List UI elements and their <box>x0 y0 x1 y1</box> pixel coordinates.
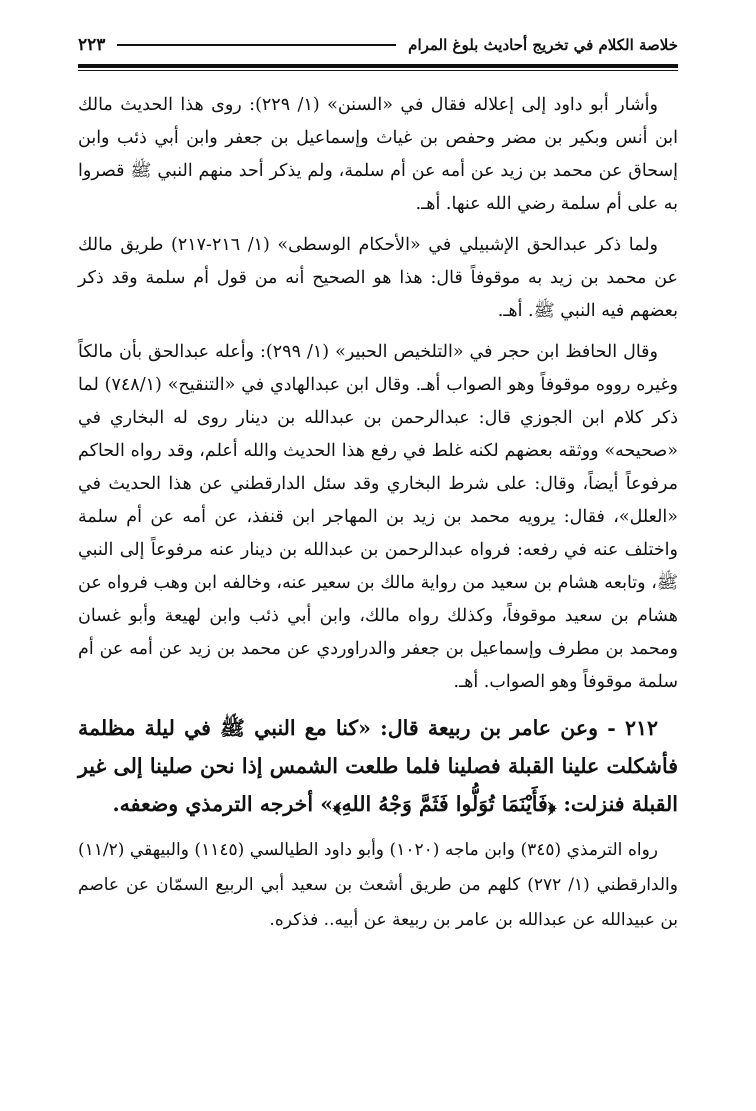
running-header <box>78 30 678 60</box>
paragraph-abu-dawud: وأشار أبو داود إلى إعلاله فقال في «السنن» (١/ ٢٢٩): روى هذا الحديث مالك ابن أنس وبكير بن مضر وحفص بن غياث وإسماعيل بن جعفر وابن أبي ذئب وابن إسحاق عن محمد بن زيد عن أمه عن أم سلمة، ولم يذكر أحد منهم النبي ﷺ قصروا به على أم سلمة رضي الله عنها. أهـ. <box>78 95 678 214</box>
hadith-number: ٢١٢ <box>624 716 659 740</box>
page-number: ٢٢٣ <box>78 35 106 55</box>
quran-verse: ﴿فَأَيْنَمَا تُوَلُّوا فَثَمَّ وَجْهُ اللهِ﴾» <box>320 792 557 816</box>
hadith-text: - وعن عامر بن ربيعة قال: «كنا مع النبي ﷺ في ليلة مظلمة فأشكلت علينا القبلة فصلينا فلما طلعت الشمس إذا نحن صلينا إلى غير القبلة فنزلت: <box>78 716 678 816</box>
hadith-212 <box>78 709 678 823</box>
header-rule <box>78 64 678 71</box>
header-line <box>117 44 396 46</box>
paragraph-abdulhaq: ولما ذكر عبدالحق الإشبيلي في «الأحكام الوسطى» (١/ ٢١٦-٢١٧) طريق مالك عن محمد بن زيد به موقوفاً قال: هذا هو الصحيح أنه من قول أم سلمة وقد ذكر بعضهم فيه النبي ﷺ. أهـ. <box>78 235 678 321</box>
book-page <box>78 30 678 1090</box>
paragraph-ibn-hajar: وقال الحافظ ابن حجر في «التلخيص الحبير» (١/ ٢٩٩): وأعله عبدالحق بأن مالكاً وغيره رووه موقوفاً وهو الصواب أهـ. وقال ابن عبدالهادي في «التنقيح» (٧٤٨/١) لما ذكر كلام ابن الجوزي قال: عبدالرحمن بن عبدالله بن دينار روى له البخاري في «صحيحه» ووثقه بعضهم لكنه غلط في رفع هذا الحديث والله أعلم، وقد رواه الحاكم مرفوعاً أيضاً، وقال: على شرط البخاري وقد سئل الدارقطني عن هذا الحديث في «العلل»، فقال: يرويه محمد بن زيد بن المهاجر ابن قنفذ، عن أمه عن أم سلمة واختلف عنه في رفعه: فرواه عبدالرحمن بن عبدالله بن دينار عنه مرفوعاً إلى النبي ﷺ، وتابعه هشام بن سعيد من رواية مالك بن سعير عنه، وخالفه ابن وهب فرواه عن هشام بن سعيد موقوفاً، وكذلك رواه مالك، وابن أبي ذئب وابن لهيعة وأبو غسان ومحمد بن مطرف وإسماعيل بن جعفر والدراوردي عن محمد بن زيد عن أمه عن أم سلمة موقوفاً وهو الصواب. أهـ. <box>78 342 678 692</box>
running-title: خلاصة الكلام في تخريج أحاديث بلوغ المرام <box>408 36 678 54</box>
hadith-tail: أخرجه الترمذي وضعفه. <box>112 792 314 816</box>
paragraph-takhrij: رواه الترمذي (٣٤٥) وابن ماجه (١٠٢٠) وأبو داود الطيالسي (١١٤٥) والبيهقي (١١/٢) والدارقطني (١/ ٢٧٢) كلهم من طريق أشعث بن سعيد أبي الربيع السمّان عن عاصم بن عبيدالله عن عبدالله بن عامر بن ربيعة عن أبيه.. فذكره. <box>78 840 678 930</box>
body-text <box>78 89 678 938</box>
